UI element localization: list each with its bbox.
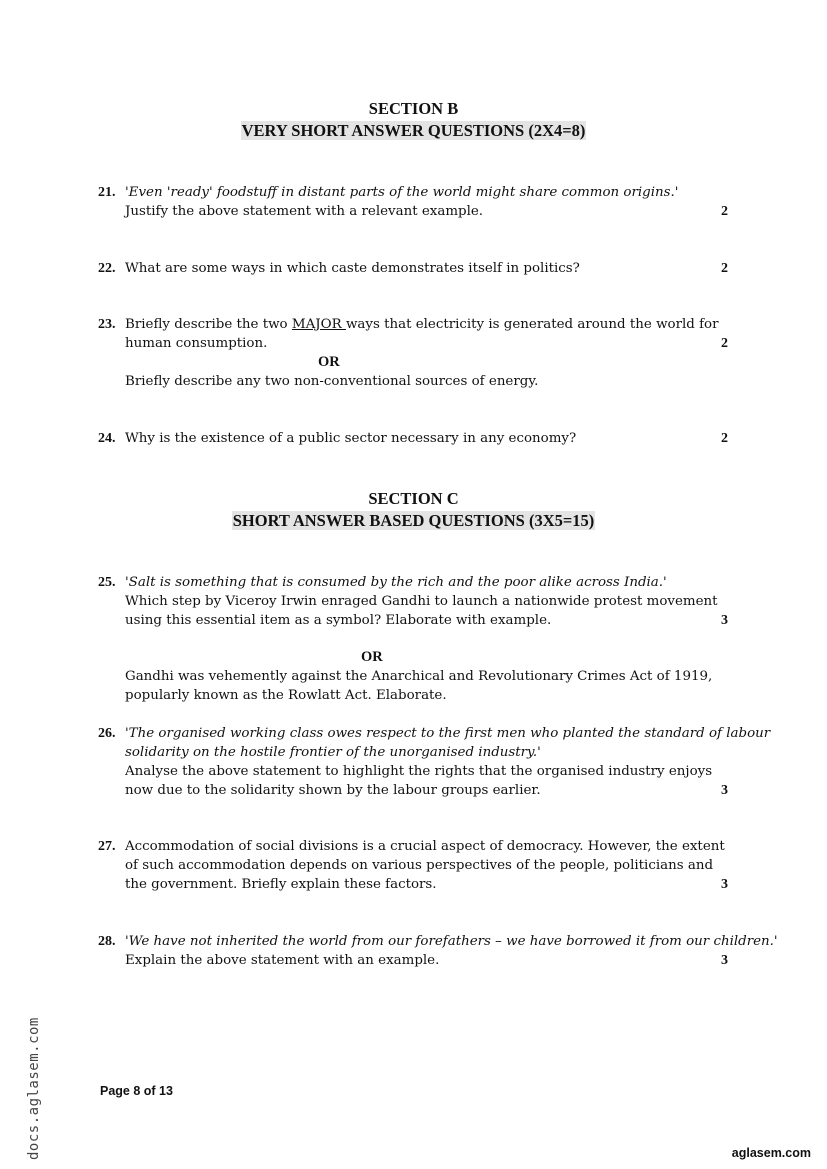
or-divider: OR bbox=[318, 354, 340, 370]
or-divider: OR bbox=[361, 649, 383, 665]
question-text-line1: Analyse the above statement to highlight the rights that the organised industry enjoys bbox=[125, 764, 713, 779]
question-text-line2: using this essential item as a symbol? Elaborate with example. bbox=[125, 613, 552, 628]
alternative-question-line2: popularly known as the Rowlatt Act. Elaborate. bbox=[125, 688, 447, 703]
question-text-end: ways that electricity is generated around the world for bbox=[345, 317, 719, 332]
marks: 3 bbox=[721, 613, 728, 628]
question-text: What are some ways in which caste demonstrates itself in politics? bbox=[125, 261, 580, 276]
question-text: Explain the above statement with an example. bbox=[125, 953, 440, 968]
question-number: 21. bbox=[98, 185, 116, 200]
question-text-line2: human consumption. bbox=[125, 336, 268, 351]
question-23 bbox=[98, 315, 728, 391]
question-quote: 'Even 'ready' foodstuff in distant parts of the world might share common origins.' bbox=[125, 185, 679, 200]
marks: 2 bbox=[721, 336, 728, 351]
question-text-start: Briefly describe the two bbox=[125, 317, 292, 332]
question-quote: 'Salt is something that is consumed by the rich and the poor alike across India.' bbox=[125, 575, 667, 590]
brand-link[interactable]: aglasem.com bbox=[731, 1146, 811, 1160]
alternative-question-line1: Gandhi was vehemently against the Anarchical and Revolutionary Crimes Act of 1919, bbox=[125, 669, 713, 684]
question-text-line3: the government. Briefly explain these factors. bbox=[125, 877, 437, 892]
marks: 2 bbox=[721, 204, 728, 219]
question-number: 28. bbox=[98, 934, 116, 949]
section-b-title: SECTION B bbox=[368, 99, 459, 118]
marks: 2 bbox=[721, 431, 728, 446]
section-b-heading bbox=[0, 99, 827, 141]
side-watermark-url: docs.aglasem.com bbox=[26, 1017, 42, 1160]
question-number: 22. bbox=[98, 261, 116, 276]
question-21 bbox=[98, 183, 728, 221]
section-b-subtitle: VERY SHORT ANSWER QUESTIONS (2X4=8) bbox=[241, 121, 586, 140]
question-number: 27. bbox=[98, 839, 116, 854]
page-number: Page 8 of 13 bbox=[100, 1084, 173, 1098]
marks: 2 bbox=[721, 261, 728, 276]
marks: 3 bbox=[721, 953, 728, 968]
question-number: 24. bbox=[98, 431, 116, 446]
question-quote: 'We have not inherited the world from our forefathers – we have borrowed it from our children.' bbox=[125, 934, 778, 949]
question-24 bbox=[98, 429, 728, 448]
question-number: 25. bbox=[98, 575, 116, 590]
question-text-line1: Accommodation of social divisions is a crucial aspect of democracy. However, the extent bbox=[125, 839, 725, 854]
question-22 bbox=[98, 259, 728, 278]
question-text-line2: now due to the solidarity shown by the labour groups earlier. bbox=[125, 783, 541, 798]
marks: 3 bbox=[721, 877, 728, 892]
question-text-line2: of such accommodation depends on various perspectives of the people, politicians and bbox=[125, 858, 714, 873]
question-28 bbox=[98, 932, 778, 970]
question-text-line1: Which step by Viceroy Irwin enraged Gandhi to launch a nationwide protest movement bbox=[125, 594, 718, 609]
section-c-title: SECTION C bbox=[368, 489, 459, 508]
question-25 bbox=[98, 573, 728, 705]
question-quote-line2: solidarity on the hostile frontier of the unorganised industry.' bbox=[125, 745, 541, 760]
question-text: Justify the above statement with a relevant example. bbox=[125, 204, 484, 219]
question-26 bbox=[98, 724, 771, 800]
section-c-heading bbox=[0, 489, 827, 531]
question-quote-line1: 'The organised working class owes respect to the first men who planted the standard of labour bbox=[125, 726, 771, 741]
section-c-subtitle: SHORT ANSWER BASED QUESTIONS (3X5=15) bbox=[232, 511, 595, 530]
question-number: 23. bbox=[98, 317, 116, 332]
question-text: Why is the existence of a public sector necessary in any economy? bbox=[125, 431, 577, 446]
alternative-question: Briefly describe any two non-conventional sources of energy. bbox=[125, 374, 539, 389]
marks: 3 bbox=[721, 783, 728, 798]
question-number: 26. bbox=[98, 726, 116, 741]
question-27 bbox=[98, 837, 728, 894]
underlined-word: MAJOR bbox=[291, 317, 346, 332]
